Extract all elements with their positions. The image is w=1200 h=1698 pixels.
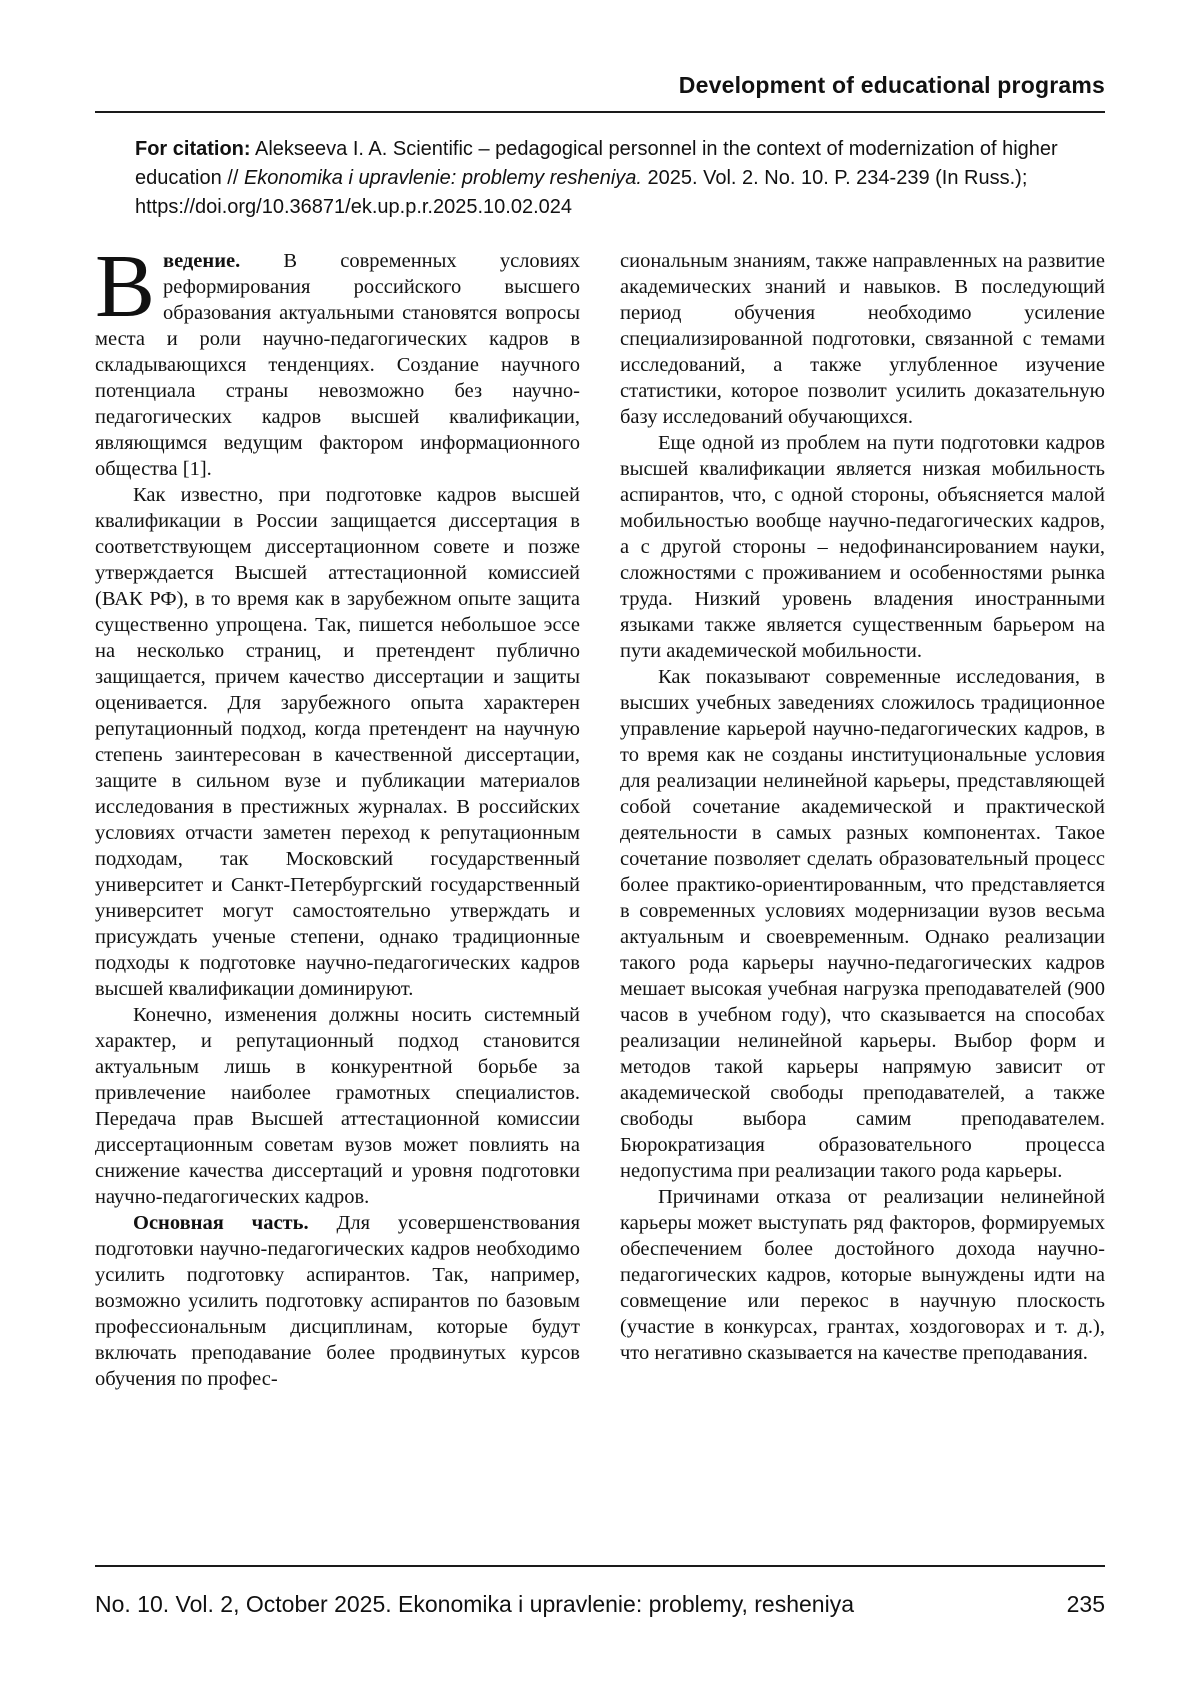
citation-text-before-journal: Alekseeva I. A. Scientific – pedagogical personnel in the context of modernization of higher education // — [135, 138, 1058, 189]
paragraph — [620, 664, 1105, 1184]
citation-text-after-journal: 2025. Vol. 2. No. 10. P. 234-239 (In Russ.); — [641, 167, 1028, 189]
citation-label: For citation: — [135, 138, 251, 160]
main-part-paragraph — [95, 1210, 580, 1392]
paragraph-text: Как показывают современные исследования, в высших учебных заведениях сложилось традиционное управление карьерой научно-педагогических кадров, в то время как не созданы институциональные условия для реализации нелинейной карьеры, представляющей собой сочетание академической и практической деятельности в самых разных компонентах. Такое сочетание позволяет сделать образовательный процесс более практико-ориентированным, что представляется в современных условиях модернизации вузов весьма актуальным и своевременным. Однако реализации такого рода карьеры научно-педагогических кадров мешает высокая учебная нагрузка преподавателей (900 часов в учебном году), что сказывается на способах реализации нелинейной карьеры. Выбор форм и методов такой карьеры напрямую зависит от академической свободы преподавателей, а также свободы выбора самим преподавателем. Бюрократизация образовательного процесса недопустима при реализации такого рода карьеры. — [620, 666, 1105, 1182]
drop-cap: В — [95, 237, 156, 336]
main-part-paragraph-lead: Основная часть. — [133, 1212, 337, 1234]
paragraph — [620, 1184, 1105, 1366]
footer-page-number: 235 — [1066, 1591, 1105, 1617]
citation-block — [135, 135, 1105, 222]
citation-doi: https://doi.org/10.36871/ek.up.p.r.2025.10.02.024 — [135, 196, 573, 218]
paragraph — [95, 1002, 580, 1210]
main-part-paragraph-text: Для усовершенствования подготовки научно-педагогических кадров необходимо усилить подготовку аспирантов. Так, например, возможно усилить подготовку аспирантов по базовым профессиональным дисциплинам, которые будут включать преподавание более продвинутых курсов обучения по профес- — [95, 1212, 581, 1390]
paragraph — [95, 482, 580, 1002]
citation-journal-title: Ekonomika i upravlenie: problemy resheniya. — [243, 167, 642, 189]
intro-paragraph — [95, 237, 581, 482]
intro-paragraph-text: В современных условиях реформирования российского высшего образования актуальными становятся вопросы места и роли научно-педагогических кадров в складывающихся тенденциях. Создание научного потенциала страны невозможно без научно-педагогических кадров высшей квалификации, являющимся ведущим фактором информационного общества [1]. — [95, 250, 581, 480]
paragraph-text: Еще одной из проблем на пути подготовки кадров высшей квалификации является низкая мобильность аспирантов, что, с одной стороны, объясняется малой мобильностью вообще научно-педагогических кадров, а с другой стороны – недофинансированием науки, сложностями с проживанием и особенностями рынка труда. Низкий уровень владения иностранными языками также является существенным барьером на пути академической мобильности. — [620, 432, 1105, 662]
page-footer — [95, 1565, 1105, 1618]
running-head: Development of educational programs — [95, 72, 1105, 113]
paragraph-text: сиональным знаниям, также направленных на развитие академических знаний и навыков. В последующий период обучения необходимо усиление специализированной подготовки, связанной с темами исследований, а также углубленное изучение статистики, которое позволит усилить доказательную базу исследований обучающихся. — [620, 250, 1105, 428]
paragraph-text: Причинами отказа от реализации нелинейной карьеры может выступать ряд факторов, формируемых обеспечением более достойного дохода научно-педагогических кадров, которые вынуждены идти на совмещение или перекос в научную плоскость (участие в конкурсах, грантах, хоздоговорах и т. д.), что негативно сказывается на качестве преподавания. — [620, 1186, 1105, 1364]
intro-paragraph-lead: ведение. — [163, 250, 284, 272]
right-column — [620, 248, 1105, 1392]
paragraph-continuation — [620, 248, 1105, 430]
paragraph — [620, 430, 1105, 664]
article-body — [95, 237, 1105, 1392]
paragraph-text: Как известно, при подготовке кадров высшей квалификации в России защищается диссертация в соответствующем диссертационном совете и позже утверждается Высшей аттестационной комиссией (ВАК РФ), в то время как в зарубежном опыте защита существенно упрощена. Так, пишется небольшое эссе на несколько страниц, и претендент публично защищается, причем качество диссертации и защиты оценивается. Для зарубежного опыта характерен репутационный подход, когда претендент на научную степень заинтересован в качественной диссертации, защите в сильном вузе и публикации материалов исследования в престижных журналах. В российских условиях отчасти заметен переход к репутационным подходам, так Московский государственный университет и Санкт-Петербургский государственный университет могут самостоятельно утверждать и присуждать ученые степени, однако традиционные подходы к подготовке научно-педагогических кадров высшей квалификации доминируют. — [95, 484, 580, 1000]
footer-journal-line: No. 10. Vol. 2, October 2025. Ekonomika i upravlenie: problemy, resheniya — [95, 1591, 854, 1617]
paragraph-text: Конечно, изменения должны носить системный характер, и репутационный подход становится актуальным лишь в конкурентной борьбе за привлечение наиболее грамотных специалистов. Передача прав Высшей аттестационной комиссии диссертационным советам вузов может повлиять на снижение качества диссертаций и уровня подготовки научно-педагогических кадров. — [95, 1004, 580, 1208]
left-column — [95, 237, 581, 1392]
